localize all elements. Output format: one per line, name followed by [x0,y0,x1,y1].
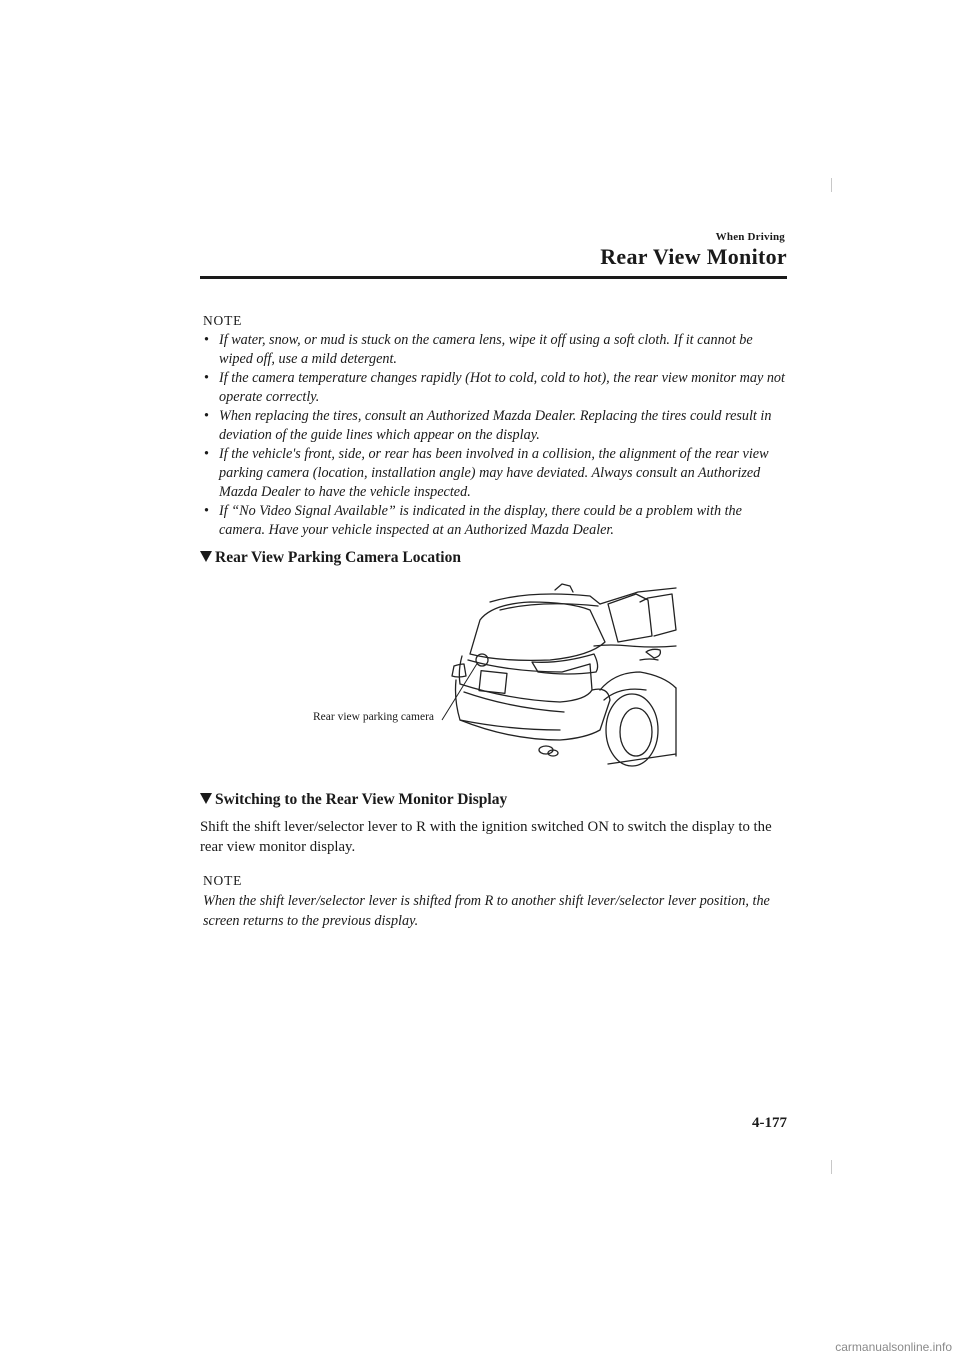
callout-leader-line [440,650,500,730]
note-item-text: When replacing the tires, consult an Authorized Mazda Dealer. Replacing the tires could result in deviation of the guide lines which appear on the display. [219,408,772,443]
crop-mark-bottom [831,1160,832,1174]
callout-camera-label: Rear view parking camera [313,711,435,723]
header-divider [200,276,787,279]
section-heading-camera-location [200,549,461,567]
note-item [203,369,788,407]
note-list [203,331,788,540]
page-number: 4-177 [752,1115,787,1131]
note-label: NOTE [203,313,243,328]
note-item-text: If water, snow, or mud is stuck on the camera lens, wipe it off using a soft cloth. If it cannot be wiped off, use a mild detergent. [219,332,753,367]
note-item [203,407,788,445]
bullet-icon: • [204,503,209,519]
chapter-title: When Driving [715,231,785,243]
page-title: Rear View Monitor [600,244,787,269]
note-item [203,331,788,369]
bullet-icon: • [204,370,209,386]
section-heading-text: Rear View Parking Camera Location [215,549,461,566]
note-item-text: If “No Video Signal Available” is indicated in the display, there could be a problem with the camera. Have your vehicle inspected at an Authorized Mazda Dealer. [219,503,742,538]
note-item [203,445,788,502]
section-heading-switching-display [200,791,507,809]
watermark: carmanualsonline.info [835,1340,952,1354]
section-heading-text: Switching to the Rear View Monitor Display [215,791,508,808]
note-item [203,502,788,540]
bullet-icon: • [204,408,209,424]
note-label: NOTE [203,873,243,888]
triangle-down-icon [200,551,212,562]
note-item-text: If the vehicle's front, side, or rear has been involved in a collision, the alignment of the rear view parking camera (location, installation angle) may have deviated. Always consult an Authorized Mazda Dealer to have the vehicle inspected. [219,446,769,500]
crop-mark-top [831,178,832,192]
section-body-text: Shift the shift lever/selector lever to R with the ignition switched ON to switch the display to the rear view monitor display. [200,819,772,855]
note-item-text: If the camera temperature changes rapidly (Hot to cold, cold to hot), the rear view monitor may not operate correctly. [219,370,785,405]
note-text: When the shift lever/selector lever is shifted from R to another shift lever/selector lever position, the screen returns to the previous display. [203,893,770,929]
triangle-down-icon [200,793,212,804]
bullet-icon: • [204,332,209,348]
bullet-icon: • [204,446,209,462]
